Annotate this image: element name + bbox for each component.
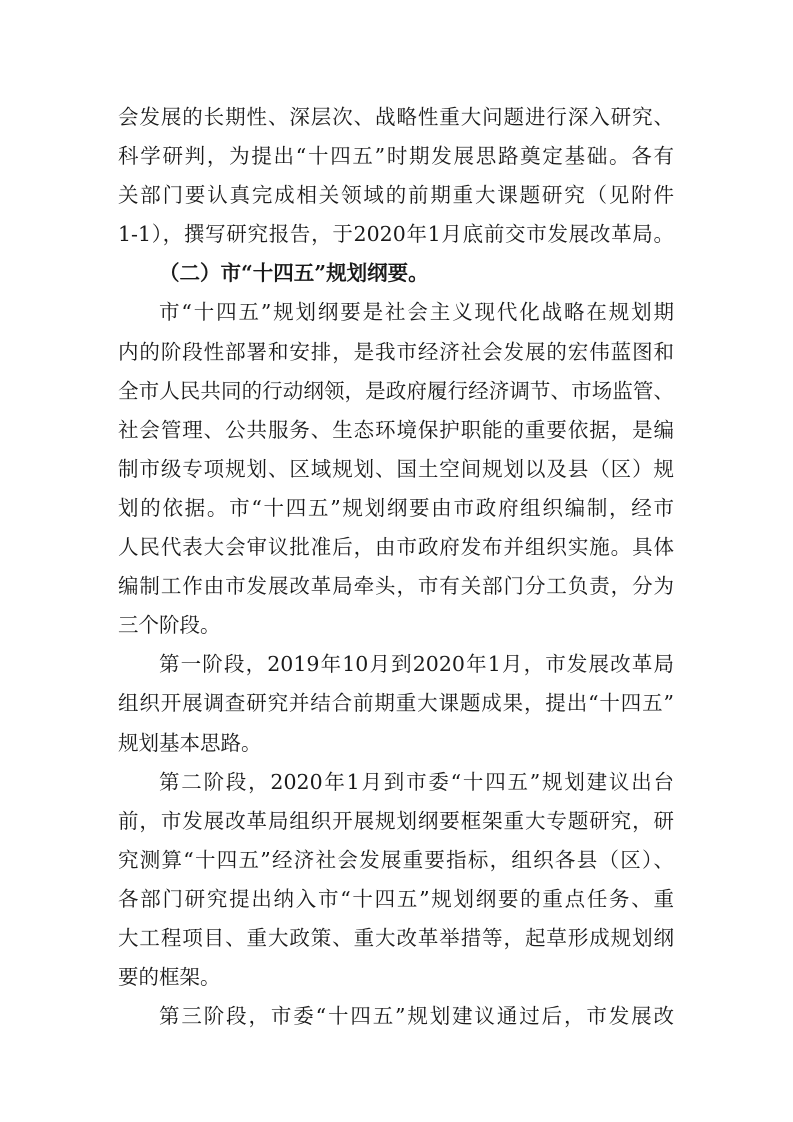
section-heading (118, 254, 674, 293)
text-line: 究测算“十四五”经济社会发展重要指标，组织各县（区）、 (118, 847, 674, 872)
text-line: 编制工作由市发展改革局牵头，市有关部门分工负责，分为 (118, 574, 674, 599)
text-line: 三个阶段。 (118, 613, 221, 638)
paragraph-stage-three (118, 997, 674, 1036)
text-line: 第二阶段，2020年1月到市委“十四五”规划建议出台 (159, 769, 674, 794)
text-line: 第三阶段，市委“十四五”规划建议通过后，市发展改 (159, 1004, 674, 1029)
text-line: 1-1），撰写研究报告，于2020年1月底前交市发展改革局。 (118, 222, 674, 247)
document-page (118, 98, 674, 1036)
heading-text: （二）市“十四五”规划纲要。 (159, 261, 429, 286)
text-line: 组织开展调查研究并结合前期重大课题成果，提出“十四五” (118, 691, 674, 716)
text-line: 划的依据。市“十四五”规划纲要由市政府组织编制，经市 (118, 495, 674, 520)
text-line: 人民代表大会审议批准后，由市政府发布并组织实施。具体 (118, 535, 674, 560)
text-line: 市“十四五”规划纲要是社会主义现代化战略在规划期 (159, 300, 674, 325)
text-line: 制市级专项规划、区域规划、国土空间规划以及县（区）规 (118, 456, 674, 481)
text-line: 科学研判，为提出“十四五”时期发展思路奠定基础。各有 (118, 144, 674, 169)
text-line: 各部门研究提出纳入市“十四五”规划纲要的重点任务、重 (118, 886, 674, 911)
paragraph-stage-one (118, 645, 674, 762)
text-line: 第一阶段，2019年10月到2020年1月，市发展改革局 (159, 652, 674, 677)
text-line: 前，市发展改革局组织开展规划纲要框架重大专题研究，研 (118, 808, 674, 833)
paragraph-continuation (118, 98, 674, 254)
text-line: 社会管理、公共服务、生态环境保护职能的重要依据，是编 (118, 417, 674, 442)
paragraph-stage-two (118, 763, 674, 998)
text-line: 全市人民共同的行动纲领，是政府履行经济调节、市场监管、 (118, 378, 674, 403)
text-line: 规划基本思路。 (118, 730, 262, 755)
text-line: 会发展的长期性、深层次、战略性重大问题进行深入研究、 (118, 105, 674, 129)
text-line: 大工程项目、重大政策、重大改革举措等，起草形成规划纲 (118, 925, 674, 950)
text-line: 要的框架。 (118, 965, 221, 990)
text-line: 内的阶段性部署和安排，是我市经济社会发展的宏伟蓝图和 (118, 339, 674, 364)
text-line: 关部门要认真完成相关领域的前期重大课题研究（见附件 (118, 183, 674, 208)
paragraph-outline-intro (118, 293, 674, 645)
